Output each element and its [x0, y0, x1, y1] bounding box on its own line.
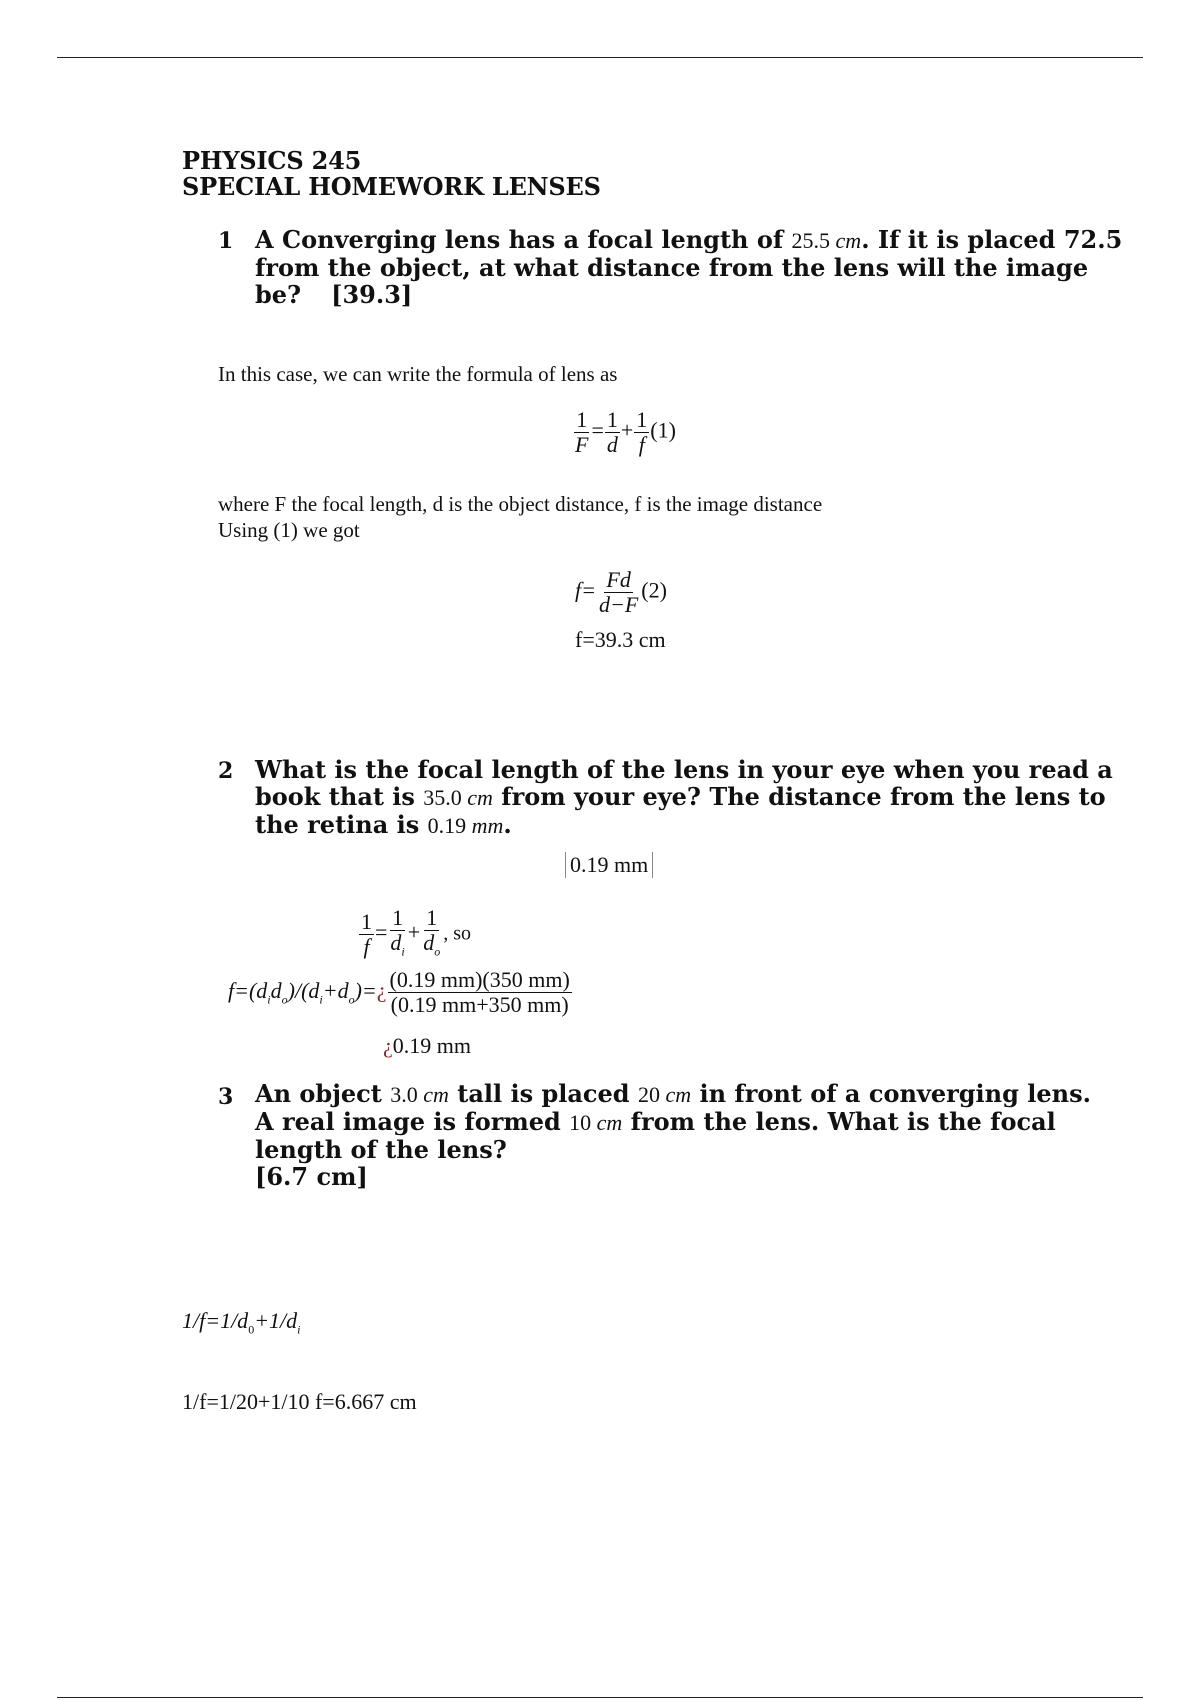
q3-equation-2: 1/f=1/20+1/10 f=6.667 cm [182, 1389, 417, 1414]
question-3-answer: [6.7 cm] [255, 1162, 368, 1191]
q1-equation-3: f=39.3 cm [575, 627, 666, 652]
question-1-number: 1 [218, 228, 234, 254]
bottom-rule [57, 1697, 1143, 1698]
q1-equation-2: f= $\frac{Fd}{d-F}$ (2) [575, 567, 667, 617]
q1-intro: In this case, we can write the formula of lens as [218, 362, 618, 386]
question-3-text: An object 3.0 cm tall is placed 20 cm in front of a converging lens. A real image is formed 10 cm from the lens. What is the focal length of the lens? [6.7 cm] [255, 1080, 1135, 1190]
course-title: PHYSICS 245 [182, 146, 362, 175]
question-1-text: A Converging lens has a focal length of 25.5 cm. If it is placed 72.5 from the object, at what distance from the lens will the image be? [39.3] [255, 225, 1123, 309]
q3-equation-1: $1/f=1/d_0+1/d_i$ [182, 1308, 301, 1337]
question-2-number: 2 [218, 758, 234, 784]
q2-equation-b: $f=(d_id_o)/(d_i+d_o)=¿$ $\frac{(0.19 mm)(350 mm)}{(0.19 mm+350 mm)}$ [228, 967, 570, 1017]
q2-equation-c: ¿0.19 mm [383, 1033, 471, 1058]
q2-boxed-answer: 0.19 mm [565, 852, 653, 878]
question-2-text: What is the focal length of the lens in your eye when you read a book that is 35.0 cm from your eye? The distance from the lens to the retina is 0.19 mm. [255, 755, 1113, 839]
question-1-answer: [39.3] [331, 280, 413, 309]
question-3-number: 3 [218, 1084, 234, 1110]
q1-equation-1: $\frac{1}{F}$ = $\frac{1}{d}$ + $\frac{1}{f}$ (1) [575, 407, 676, 457]
q1-where-text: where F the focal length, d is the object distance, f is the image distance [218, 492, 823, 516]
page-title: SPECIAL HOMEWORK LENSES [182, 172, 601, 201]
top-rule [57, 57, 1143, 58]
q1-using-text: Using (1) we got [218, 518, 360, 542]
q2-equation-a: $\frac{1}{f}$ = $\frac{1}{d_i}$ + $\frac{1}{d_o}$ , so [361, 905, 471, 960]
